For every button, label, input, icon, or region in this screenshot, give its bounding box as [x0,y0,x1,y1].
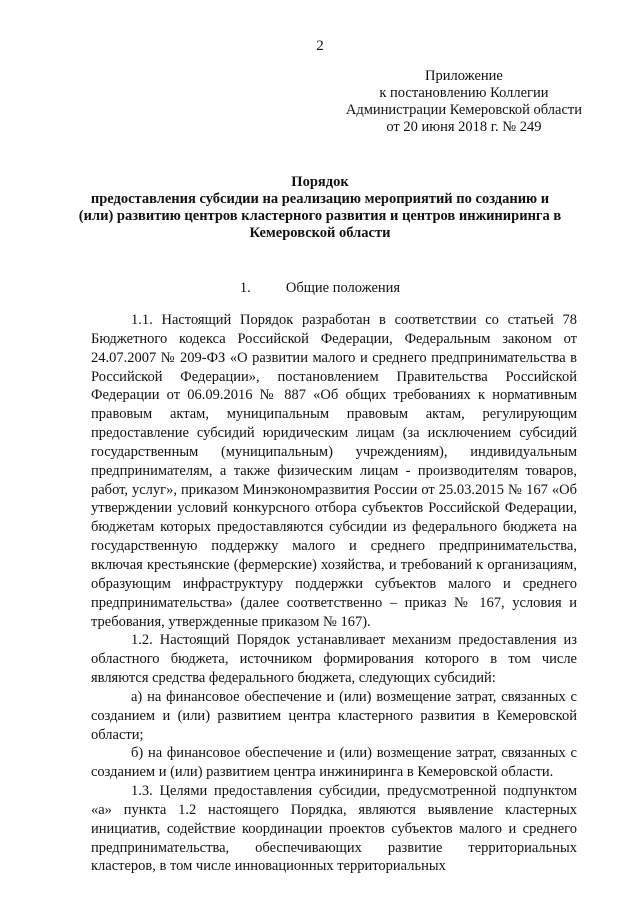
title-line: Кемеровской области [249,225,391,241]
section-title: Общие положения [285,280,401,296]
appendix-line: Приложение [425,68,503,84]
appendix-line: к постановлению Коллегии [379,85,549,101]
page-number: 2 [316,38,324,54]
appendix-line: от 20 июня 2018 г. № 249 [386,119,542,135]
body-text [91,311,577,876]
title-line: Порядок [291,174,349,190]
appendix-line: Администрации Кемеровской области [345,102,582,118]
paragraph: а) на финансовое обеспечение и (или) возмещение затрат, связанных с созданием и (или) развитием центра кластерного развития в Кемеровской области; [91,688,577,743]
paragraph: 1.2. Настоящий Порядок устанавливает механизм предоставления из областного бюджета, источником формирования которого в том числе являются средства федерального бюджета, следующих субсидий: [91,632,577,687]
section-heading [0,280,640,297]
title-line: (или) развитию центров кластерного развития и центров инжиниринга в [78,208,562,224]
appendix-block [346,68,582,136]
paragraph: 1.1. Настоящий Порядок разработан в соответствии со статьей 78 Бюджетного кодекса Российской Федерации, Федеральным законом от 24.07.2007 № 209-ФЗ «О развитии малого и среднего предпринимательства в Российской Федерации», постановлением Правительства Российской Федерации от 06.09.2016 № 887 «Об общих требованиях к нормативным правовым актам, муниципальным правовым актам, регулирующим предоставление субсидий юридическим лицам (за исключением субсидий государственным (муниципальным) учреждениям), индивидуальным предпринимателям, а также физическим лицам - производителям товаров, работ, услуг», приказом Минэкономразвития России от 25.03.2015 № 167 «Об утверждении условий конкурсного отбора субъектов Российской Федерации, бюджетам которых предоставляются субсидии из федерального бюджета на государственную поддержку малого и среднего предпринимательства, включая крестьянские (фермерские) хозяйства, и требований к организациям, образующим инфраструктуру поддержки субъектов малого и среднего предпринимательства» (далее соответственно – приказ № 167, условия и требования, утвержденные приказом № 167). [91,312,577,630]
section-number: 1. [239,280,251,296]
paragraph: 1.3. Целями предоставления субсидии, предусмотренной подпунктом «а» пункта 1.2 настоящего Порядка, являются выявление кластерных инициатив, содействие координации проектов субъектов малого и среднего предпринимательства, обеспечивающих развитие территориальных кластеров, в том числе инновационных территориальных [91,783,577,875]
paragraph: б) на финансовое обеспечение и (или) возмещение затрат, связанных с созданием и (или) развитием центра инжиниринга в Кемеровской области. [91,745,577,781]
title-line: предоставления субсидии на реализацию мероприятий по созданию и [90,191,550,207]
document-title [70,174,570,242]
